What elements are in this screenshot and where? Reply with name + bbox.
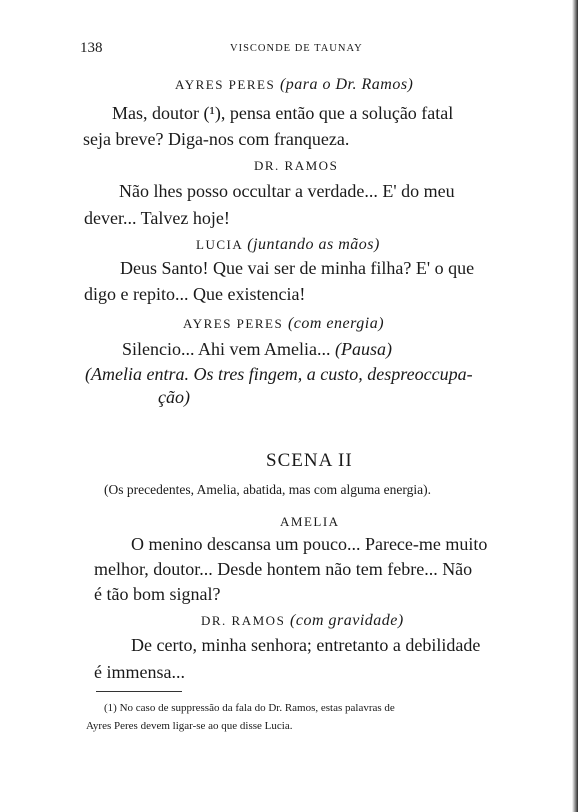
speaker-name: AYRES PERES — [175, 77, 276, 92]
speaker-heading — [254, 158, 338, 174]
stage-direction: (com gravidade) — [290, 612, 404, 629]
speech-line: é immensa... — [94, 662, 185, 682]
speaker-heading — [175, 76, 413, 94]
speech-line: dever... Talvez hoje! — [84, 208, 230, 228]
stage-direction: (juntando as mãos) — [247, 236, 380, 253]
speech-line: O menino descansa um pouco... Parece-me muito — [131, 534, 488, 554]
speech-line: Mas, doutor (¹), pensa então que a solução fatal — [112, 103, 454, 123]
stage-direction: (para o Dr. Ramos) — [279, 76, 414, 93]
speech-line — [122, 339, 392, 360]
page-header — [80, 40, 550, 60]
speaker-name: DR. RAMOS — [254, 158, 339, 173]
speaker-heading — [280, 514, 340, 530]
speaker-name: LUCIA — [196, 237, 243, 252]
speaker-name: AYRES PERES — [183, 316, 284, 331]
speech-text: Silencio... Ahi vem Amelia... — [122, 339, 331, 359]
stage-direction: (com energia) — [287, 315, 385, 332]
speaker-heading — [196, 236, 380, 254]
footnote-line: (1) No caso de suppressão da fala do Dr. Ramos, estas palavras de — [104, 702, 395, 714]
speech-line: digo e repito... Que existencia! — [84, 284, 306, 304]
page-number: 138 — [80, 40, 103, 56]
speech-line: melhor, doutor... Desde hontem não tem febre... Não — [94, 559, 473, 579]
page-edge-shadow — [572, 0, 578, 812]
running-head: VISCONDE DE TAUNAY — [230, 43, 363, 54]
speaker-heading — [201, 612, 404, 630]
speech-line: seja breve? Diga-nos com franqueza. — [83, 129, 350, 149]
speaker-name: AMELIA — [280, 514, 340, 529]
speaker-heading — [183, 315, 384, 333]
scene-description: (Os precedentes, Amelia, abatida, mas com alguma energia). — [104, 482, 431, 497]
footnote-line: Ayres Peres devem ligar-se ao que disse Lucia. — [86, 720, 293, 732]
footnote-divider — [96, 691, 182, 692]
speech-line: Deus Santo! Que vai ser de minha filha? E' o que — [120, 258, 475, 278]
speech-line: Não lhes posso occultar a verdade... E' do meu — [119, 181, 455, 201]
stage-direction: (Pausa) — [334, 339, 392, 359]
speaker-name: DR. RAMOS — [201, 613, 286, 628]
speech-line: é tão bom signal? — [94, 584, 221, 604]
stage-direction-line: (Amelia entra. Os tres fingem, a custo, despreoccupa- — [85, 364, 473, 384]
scene-title: SCENA II — [266, 450, 353, 471]
stage-direction-line: ção) — [158, 387, 190, 407]
speech-line: De certo, minha senhora; entretanto a debilidade — [131, 635, 481, 655]
